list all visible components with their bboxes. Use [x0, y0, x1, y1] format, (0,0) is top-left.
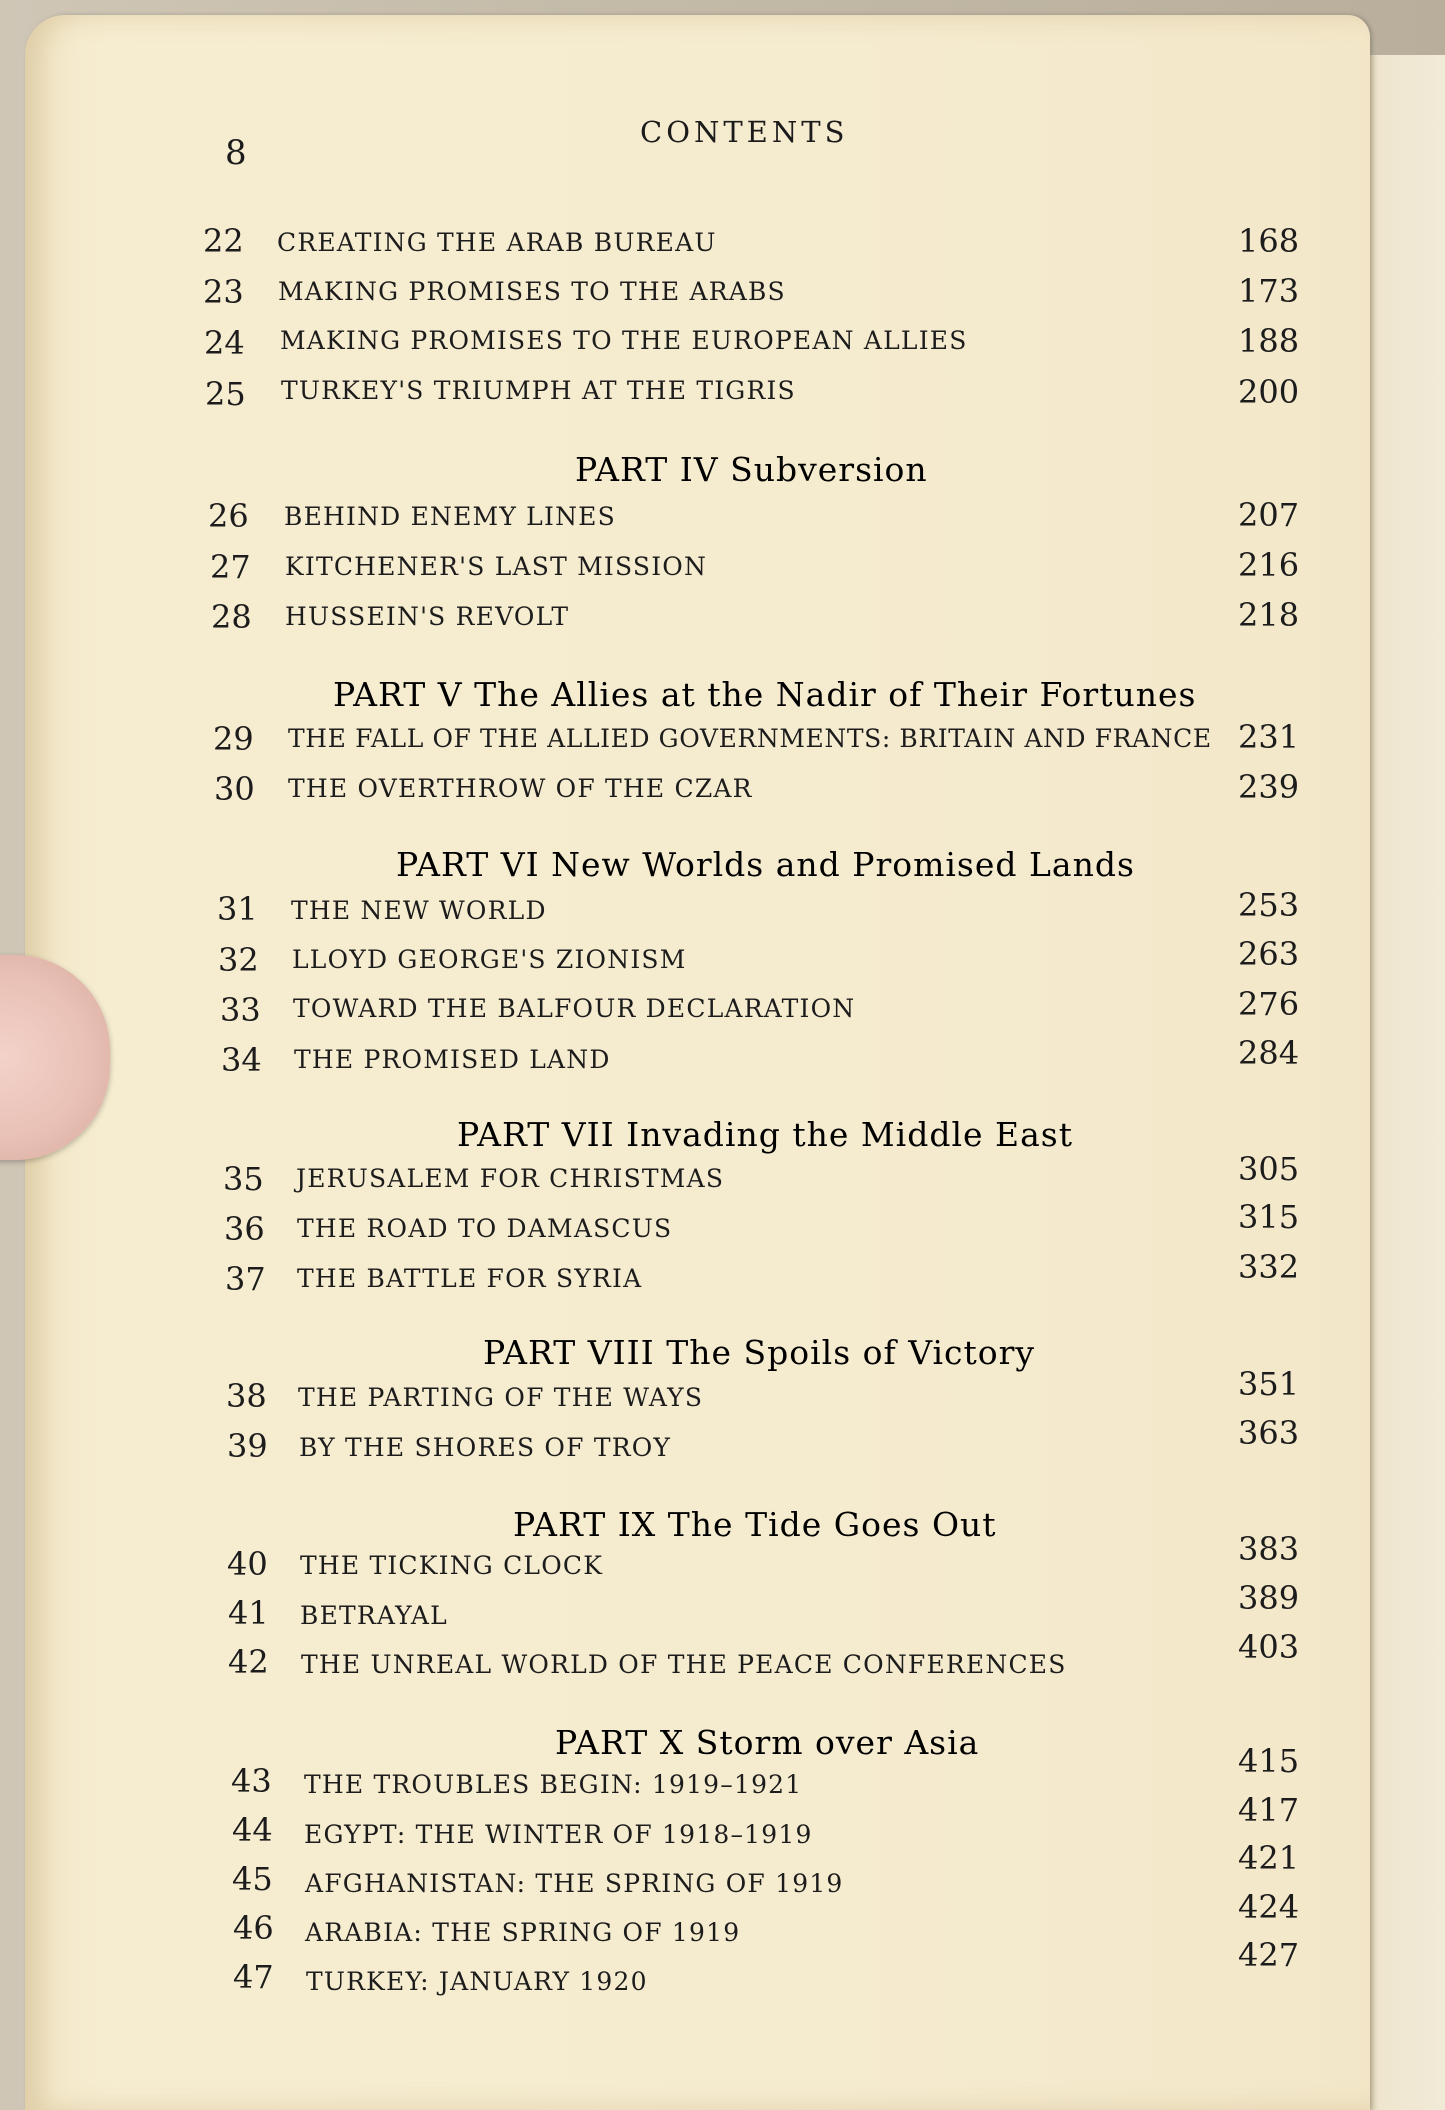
chapter-number: 22 — [203, 222, 244, 260]
chapter-number: 28 — [211, 598, 252, 636]
part-heading: PART X Storm over Asia — [555, 1723, 980, 1762]
chapter-number: 37 — [225, 1260, 266, 1298]
chapter-title: THE NEW WORLD — [291, 896, 547, 925]
chapter-page: 253 — [1238, 886, 1300, 924]
chapter-number: 43 — [231, 1762, 272, 1800]
chapter-number: 32 — [218, 941, 259, 979]
chapter-page: 168 — [1238, 222, 1300, 260]
chapter-number: 42 — [228, 1643, 269, 1681]
chapter-number: 33 — [220, 991, 261, 1029]
chapter-page: 276 — [1238, 985, 1300, 1023]
chapter-number: 35 — [223, 1160, 264, 1198]
chapter-number: 31 — [217, 890, 258, 928]
chapter-page: 200 — [1238, 373, 1300, 411]
chapter-number: 41 — [228, 1594, 269, 1632]
chapter-title: THE FALL OF THE ALLIED GOVERNMENTS: BRITAIN AND FRANCE — [288, 724, 1212, 753]
chapter-title: THE BATTLE FOR SYRIA — [297, 1264, 643, 1293]
chapter-number: 45 — [232, 1860, 273, 1898]
chapter-title: AFGHANISTAN: THE SPRING OF 1919 — [305, 1869, 844, 1898]
chapter-page: 427 — [1238, 1936, 1300, 1974]
chapter-page: 218 — [1238, 596, 1300, 634]
chapter-page: 389 — [1238, 1579, 1300, 1617]
chapter-number: 39 — [227, 1427, 268, 1465]
chapter-title: THE PROMISED LAND — [294, 1045, 611, 1074]
next-page-edge — [1365, 55, 1445, 2110]
part-heading: PART VI New Worlds and Promised Lands — [396, 845, 1135, 884]
chapter-title: THE TICKING CLOCK — [300, 1551, 604, 1580]
chapter-title: HUSSEIN'S REVOLT — [285, 602, 570, 631]
chapter-number: 30 — [214, 770, 255, 808]
chapter-title: JERUSALEM FOR CHRISTMAS — [296, 1164, 725, 1193]
chapter-title: TOWARD THE BALFOUR DECLARATION — [293, 994, 856, 1023]
chapter-page: 188 — [1238, 322, 1300, 360]
chapter-page: 417 — [1238, 1791, 1300, 1829]
chapter-number: 44 — [232, 1811, 273, 1849]
part-heading: PART VII Invading the Middle East — [457, 1115, 1073, 1154]
chapter-title: EGYPT: THE WINTER OF 1918–1919 — [304, 1820, 813, 1849]
chapter-title: ARABIA: THE SPRING OF 1919 — [305, 1918, 741, 1947]
chapter-title: MAKING PROMISES TO THE EUROPEAN ALLIES — [280, 326, 968, 355]
chapter-title: TURKEY: JANUARY 1920 — [306, 1967, 648, 1996]
chapter-title: THE UNREAL WORLD OF THE PEACE CONFERENCES — [301, 1650, 1067, 1679]
chapter-title: TURKEY'S TRIUMPH AT THE TIGRIS — [281, 376, 796, 405]
chapter-number: 38 — [226, 1377, 267, 1415]
chapter-page: 263 — [1238, 935, 1300, 973]
chapter-number: 26 — [208, 497, 249, 535]
chapter-title: LLOYD GEORGE'S ZIONISM — [292, 945, 687, 974]
chapter-page: 415 — [1238, 1742, 1300, 1780]
chapter-page: 231 — [1238, 718, 1300, 756]
chapter-page: 216 — [1238, 546, 1300, 584]
part-heading: PART IV Subversion — [575, 450, 928, 489]
chapter-number: 25 — [205, 375, 246, 413]
chapter-page: 239 — [1238, 768, 1300, 806]
chapter-page: 315 — [1238, 1198, 1300, 1236]
chapter-number: 29 — [213, 720, 254, 758]
chapter-page: 284 — [1238, 1034, 1300, 1072]
chapter-number: 23 — [203, 273, 244, 311]
chapter-title: BEHIND ENEMY LINES — [284, 502, 616, 531]
part-heading: PART VIII The Spoils of Victory — [483, 1333, 1036, 1372]
chapter-page: 383 — [1238, 1530, 1300, 1568]
chapter-page: 363 — [1238, 1414, 1300, 1452]
chapter-page: 421 — [1238, 1839, 1300, 1877]
chapter-number: 36 — [224, 1210, 265, 1248]
part-heading: PART V The Allies at the Nadir of Their Fortunes — [333, 675, 1197, 714]
chapter-number: 27 — [210, 548, 251, 586]
chapter-number: 47 — [233, 1958, 274, 1996]
chapter-title: BETRAYAL — [300, 1601, 448, 1630]
chapter-title: CREATING THE ARAB BUREAU — [277, 228, 717, 257]
chapter-number: 40 — [227, 1545, 268, 1583]
chapter-title: THE OVERTHROW OF THE CZAR — [288, 774, 753, 803]
chapter-title: THE TROUBLES BEGIN: 1919–1921 — [304, 1770, 803, 1799]
page-number: 8 — [225, 133, 247, 173]
part-heading: PART IX The Tide Goes Out — [513, 1505, 997, 1544]
chapter-number: 46 — [233, 1909, 274, 1947]
chapter-page: 403 — [1238, 1628, 1300, 1666]
chapter-page: 332 — [1238, 1248, 1300, 1286]
chapter-page: 424 — [1238, 1888, 1300, 1926]
chapter-title: KITCHENER'S LAST MISSION — [285, 552, 708, 581]
chapter-title: THE ROAD TO DAMASCUS — [297, 1214, 673, 1243]
chapter-page: 173 — [1238, 272, 1300, 310]
chapter-number: 24 — [204, 324, 245, 362]
chapter-title: MAKING PROMISES TO THE ARABS — [278, 277, 786, 306]
chapter-number: 34 — [221, 1041, 262, 1079]
contents-title: CONTENTS — [640, 115, 849, 149]
chapter-page: 305 — [1238, 1150, 1300, 1188]
chapter-page: 207 — [1238, 496, 1300, 534]
chapter-page: 351 — [1238, 1365, 1300, 1403]
chapter-title: THE PARTING OF THE WAYS — [298, 1383, 704, 1412]
chapter-title: BY THE SHORES OF TROY — [299, 1433, 672, 1462]
